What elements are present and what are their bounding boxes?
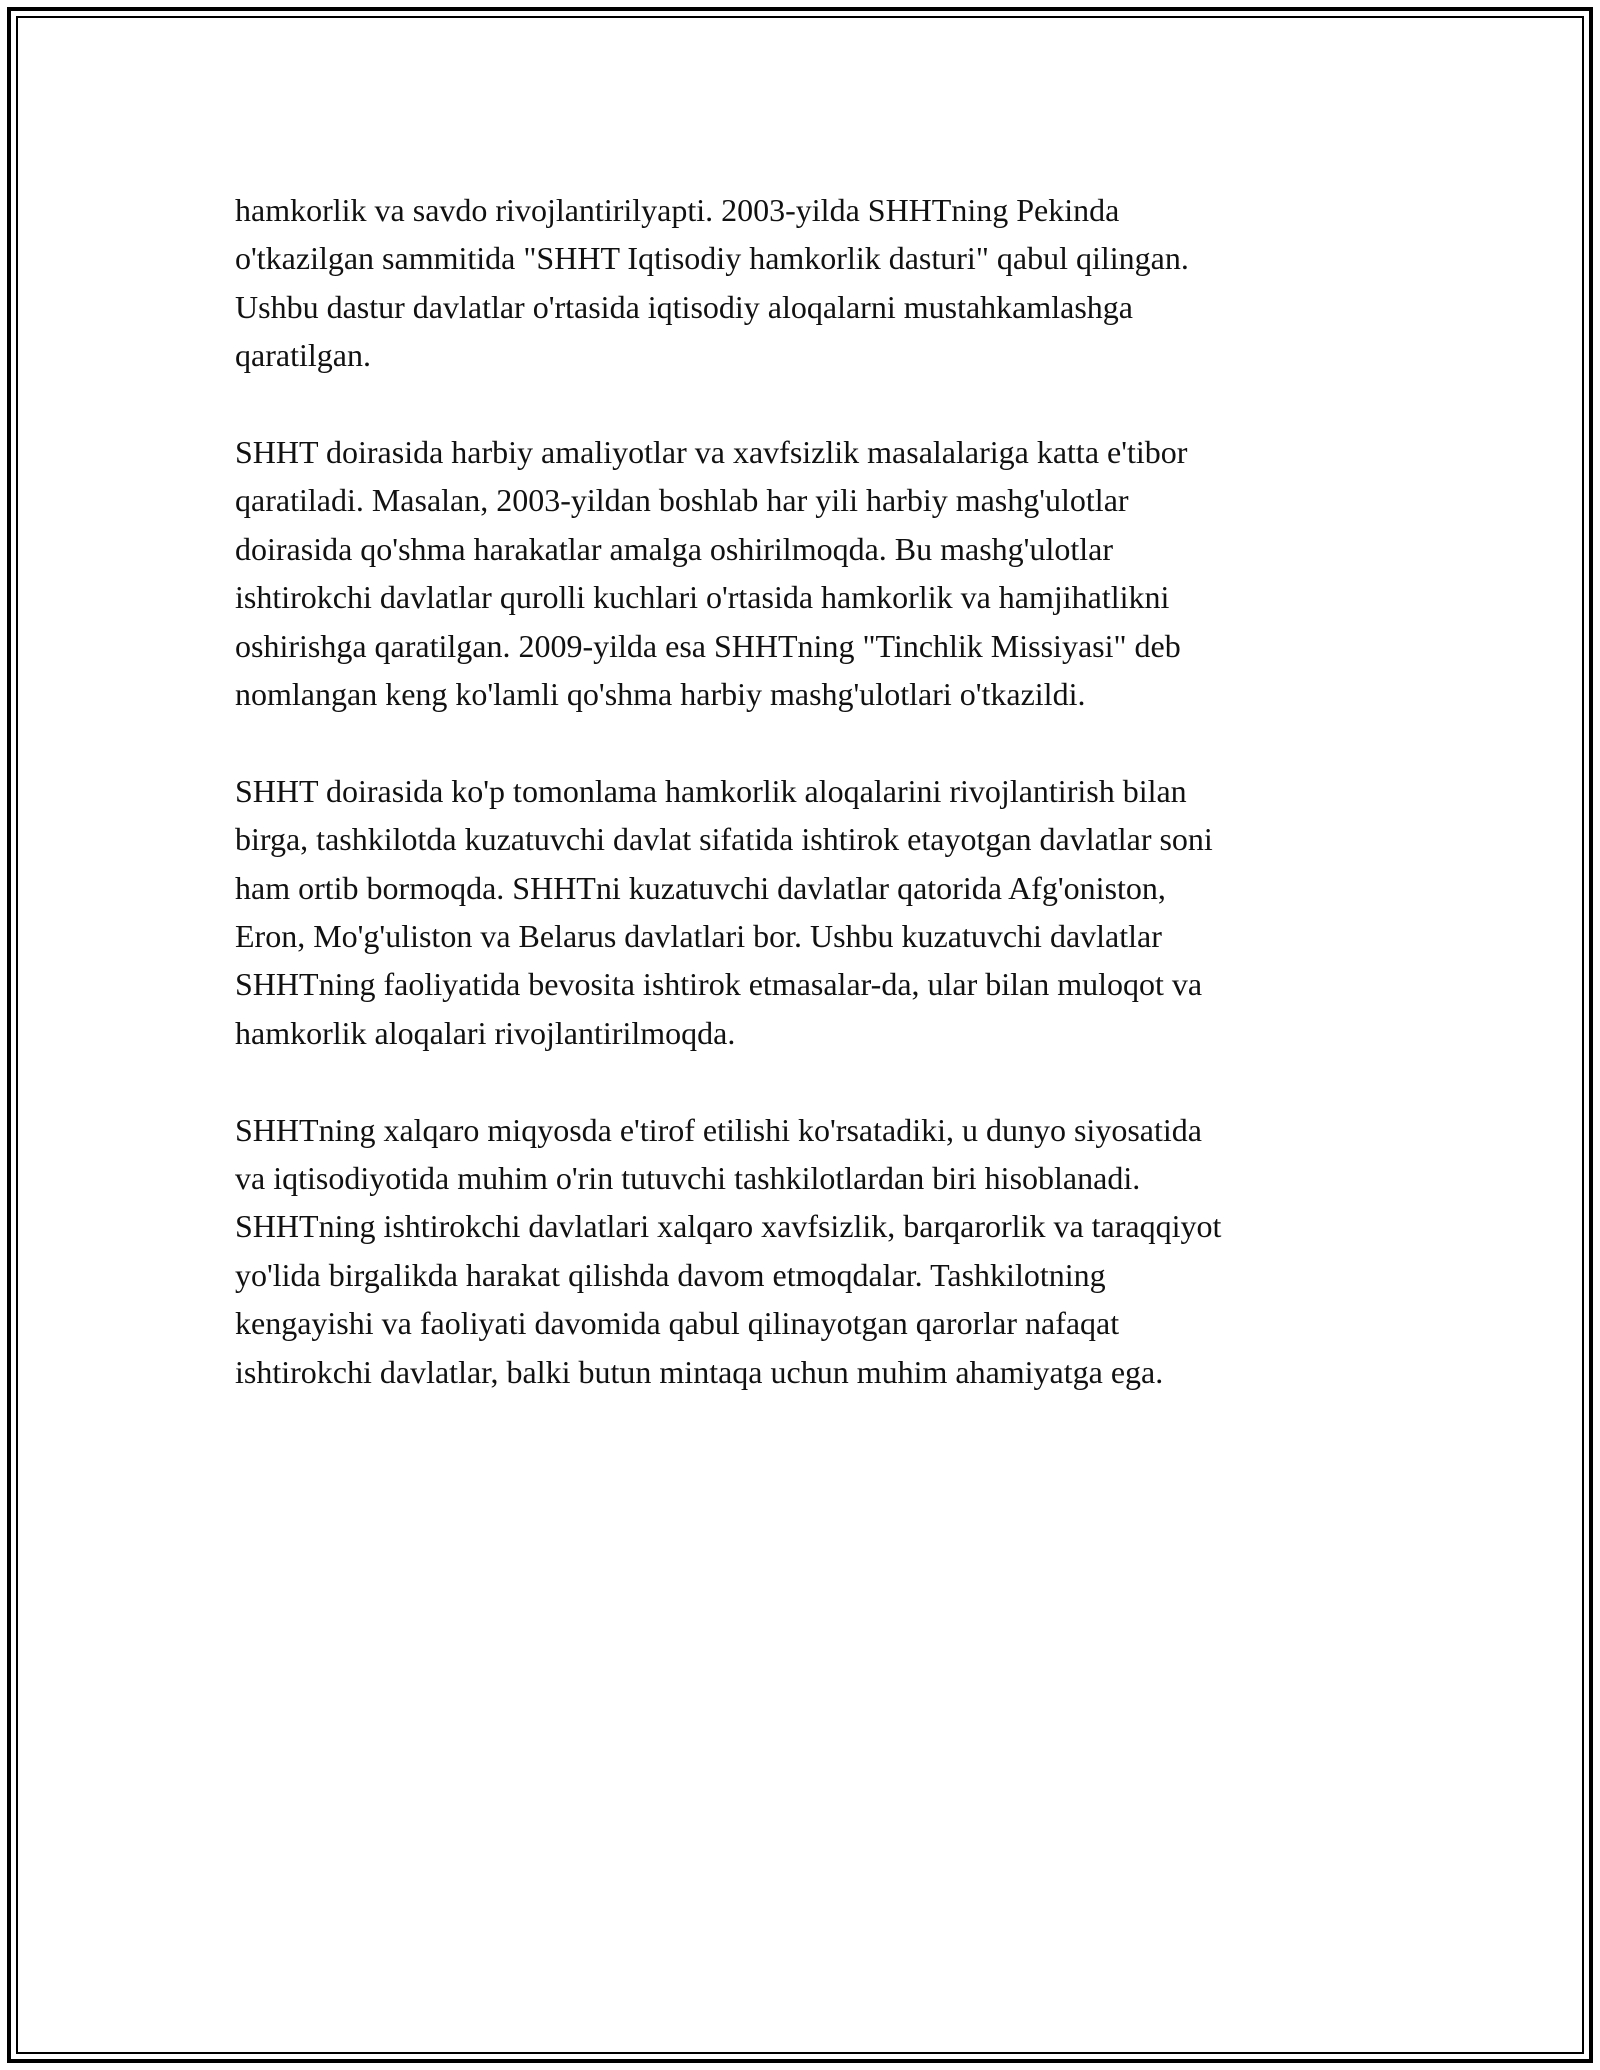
text-line: nomlangan keng ko'lamli qo'shma harbiy mashg'ulotlari o'tkazildi. xyxy=(235,676,1086,713)
text-line: Ushbu dastur davlatlar o'rtasida iqtisodiy aloqalarni mustahkamlashga xyxy=(235,288,1133,325)
text-line: SHHTning xalqaro miqyosda e'tirof etilishi ko'rsatadiki, u dunyo siyosatida xyxy=(235,1111,1202,1148)
text-line: SHHT doirasida ko'p tomonlama hamkorlik aloqalarini rivojlantirish bilan xyxy=(235,772,1187,809)
text-line: hamkorlik va savdo rivojlantirilyapti. 2003-yilda SHHTning Pekinda xyxy=(235,192,1120,228)
text-line: kengayishi va faoliyati davomida qabul qilinayotgan qarorlar nafaqat xyxy=(235,1305,1120,1342)
text-line: doirasida qo'shma harakatlar amalga oshirilmoqda. Bu mashg'ulotlar xyxy=(235,530,1113,567)
text-line: hamkorlik aloqalari rivojlantirilmoqda. xyxy=(235,1014,736,1051)
paragraph-4 xyxy=(235,1106,1395,1396)
paragraph-2 xyxy=(235,428,1395,718)
text-line: qaratilgan. xyxy=(235,337,371,374)
text-line: SHHTning ishtirokchi davlatlari xalqaro xavfsizlik, barqarorlik va taraqqiyot xyxy=(235,1208,1222,1245)
text-line: ishtirokchi davlatlar qurolli kuchlari o'rtasida hamkorlik va hamjihatlikni xyxy=(235,579,1170,616)
text-line: ham ortib bormoqda. SHHTni kuzatuvchi davlatlar qatorida Afg'oniston, xyxy=(235,869,1166,906)
paragraph-1 xyxy=(235,186,1395,380)
text-line: yo'lida birgalikda harakat qilishda davom etmoqdalar. Tashkilotning xyxy=(235,1256,1106,1293)
text-line: ishtirokchi davlatlar, balki butun mintaqa uchun muhim ahamiyatga ega. xyxy=(235,1353,1164,1390)
paragraph-3 xyxy=(235,767,1395,1057)
text-line: oshirishga qaratilgan. 2009-yilda esa SHHTning "Tinchlik Missiyasi" deb xyxy=(235,627,1181,664)
document-body xyxy=(235,186,1395,1445)
text-line: qaratiladi. Masalan, 2003-yildan boshlab har yili harbiy mashg'ulotlar xyxy=(235,482,1129,519)
text-line: va iqtisodiyotida muhim o'rin tutuvchi tashkilotlardan biri hisoblanadi. xyxy=(235,1160,1141,1197)
text-line: SHHTning faoliyatida bevosita ishtirok etmasalar-da, ular bilan muloqot va xyxy=(235,966,1203,1003)
text-line: Eron, Mo'g'uliston va Belarus davlatlari bor. Ushbu kuzatuvchi davlatlar xyxy=(235,918,1162,955)
text-line: o'tkazilgan sammitida "SHHT Iqtisodiy hamkorlik dasturi" qabul qilingan. xyxy=(235,240,1189,277)
text-line: birga, tashkilotda kuzatuvchi davlat sifatida ishtirok etayotgan davlatlar soni xyxy=(235,821,1213,858)
text-line: SHHT doirasida harbiy amaliyotlar va xavfsizlik masalalariga katta e'tibor xyxy=(235,434,1188,471)
